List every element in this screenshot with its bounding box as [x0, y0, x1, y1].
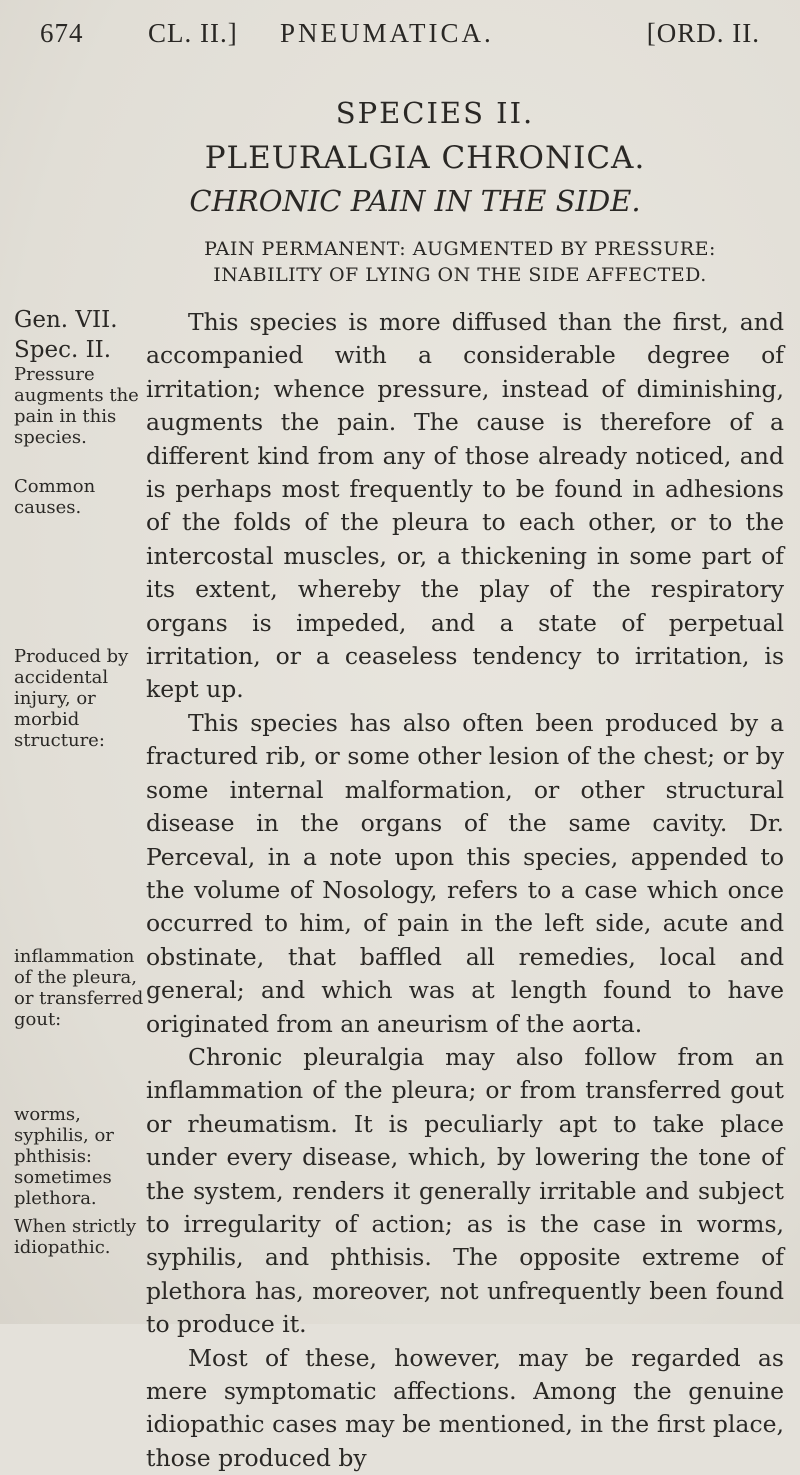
- margin-note-inflammation: inflammation of the pleura, or transferred gout:: [14, 946, 144, 1030]
- margin-note-genus: Gen. VII.: [14, 307, 118, 333]
- margin-note-species: Spec. II.: [14, 337, 112, 363]
- order-reference: [ORD. II.: [646, 18, 760, 48]
- paragraph: Chronic pleuralgia may also follow from an inflammation of the pleura; or from transferred gout or rheumatism. It is peculiarly apt to take place under every disease, which, by lowering the tone of the system, renders it generally irritable and subject to irregularity of action; as is the case in worms, syphilis, and phthisis. The opposite extreme of plethora has, moreover, not unfrequently been found to produce it.: [146, 1042, 784, 1339]
- paragraph: This species has also often been produced by a fractured rib, or some other lesion of the chest; or by some internal malformation, or other structural disease in the organs of the same cavity. Dr. Perceval, in a note upon this species, appended to the volume of Nosology, refers to a case which once occurred to him, of pain in the left side, acute and obstinate, that baffled all remedies, local and general; and which was at length found to have originated from an aneurism of the aorta.: [146, 708, 784, 1038]
- running-header: [40, 18, 760, 58]
- class-reference: CL. II.]: [148, 18, 238, 48]
- margin-note-idiopathic: When strictly idiopathic.: [14, 1216, 137, 1258]
- paragraph: Most of these, however, may be regarded as mere symptomatic affections. Among the genuine idiopathic cases may be mentioned, in the first place, those produced by: [146, 1343, 784, 1472]
- species-description: PAIN PERMANENT: AUGMENTED BY PRESSURE: INABILITY OF LYING ON THE SIDE AFFECTED.: [204, 238, 716, 286]
- body-text: [146, 306, 784, 1475]
- margin-note-pressure: Pressure augments the pain in this species.: [14, 364, 139, 448]
- margin-note-worms: worms, syphilis, or phthisis: sometimes plethora.: [14, 1104, 114, 1209]
- page-number: 674: [40, 18, 84, 48]
- species-title-block: [0, 96, 800, 218]
- species-english-name: CHRONIC PAIN IN THE SIDE.: [189, 184, 641, 218]
- margin-note-injury: Produced by accidental injury, or morbid structure:: [14, 646, 129, 751]
- paragraph: This species is more diffused than the first, and accompanied with a considerable degree of irritation; whence pressure, instead of diminishing, augments the pain. The cause is therefore of a different kind from any of those already noticed, and is perhaps most frequently to be found in adhesions of the folds of the pleura to each other, or to the intercostal muscles, or, a thickening in some part of its extent, whereby the play of the respiratory organs is impeded, and a state of perpetual irritation, or a ceaseless tendency to irritation, is kept up.: [146, 308, 784, 704]
- running-title: PNEUMATICA.: [280, 18, 494, 48]
- margin-note-causes: Common causes.: [14, 476, 96, 518]
- species-name: PLEURALGIA CHRONICA.: [204, 140, 646, 176]
- species-heading: SPECIES II.: [335, 96, 535, 130]
